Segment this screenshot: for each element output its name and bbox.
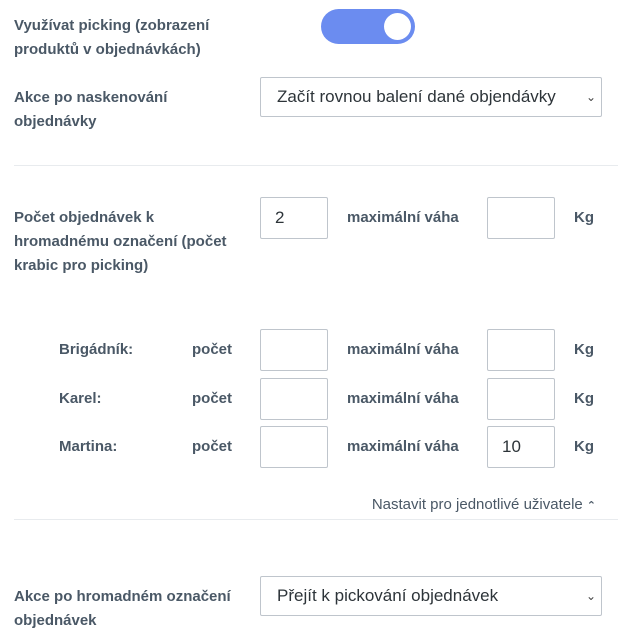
per-user-settings-text: Nastavit pro jednotlivé uživatele bbox=[371, 496, 583, 513]
user-count-label: počet bbox=[192, 390, 233, 407]
bulk-count-input[interactable]: 2 bbox=[260, 197, 328, 239]
user-count-label: počet bbox=[192, 341, 233, 358]
user-count-input[interactable] bbox=[260, 378, 328, 420]
user-max-weight-input[interactable] bbox=[487, 329, 555, 371]
user-max-weight-label: maximální váha bbox=[347, 390, 459, 407]
user-max-weight-label: maximální váha bbox=[347, 438, 459, 455]
picking-toggle[interactable] bbox=[321, 9, 415, 44]
chevron-down-icon: ⌄ bbox=[585, 589, 596, 603]
bulk-count-label: Počet objednávek k hromadnému označení (počet krabic pro picking) bbox=[14, 209, 227, 274]
user-count-input[interactable] bbox=[260, 426, 328, 468]
user-count-label: počet bbox=[192, 438, 233, 455]
after-scan-label: Akce po naskenování objednávky bbox=[14, 89, 168, 130]
after-scan-select[interactable] bbox=[260, 77, 602, 117]
divider bbox=[14, 519, 618, 520]
user-name: Karel: bbox=[59, 390, 102, 407]
user-count-input[interactable] bbox=[260, 329, 328, 371]
bulk-max-weight-input[interactable] bbox=[487, 197, 555, 239]
user-max-weight-input[interactable]: 10 bbox=[487, 426, 555, 468]
user-name: Brigádník: bbox=[59, 341, 134, 358]
bulk-unit-label: Kg bbox=[574, 209, 594, 226]
user-max-weight-input[interactable] bbox=[487, 378, 555, 420]
after-scan-value: Začít rovnou balení dané objendávky bbox=[277, 87, 556, 106]
after-bulk-value: Přejít k pickování objednávek bbox=[277, 586, 499, 605]
user-name: Martina: bbox=[59, 438, 118, 455]
chevron-up-icon: ⌃ bbox=[586, 500, 596, 512]
user-unit-label: Kg bbox=[574, 438, 594, 455]
user-max-weight-label: maximální váha bbox=[347, 341, 459, 358]
after-bulk-select[interactable] bbox=[260, 576, 602, 616]
bulk-max-weight-label: maximální váha bbox=[347, 209, 459, 226]
divider bbox=[14, 165, 618, 166]
user-unit-label: Kg bbox=[574, 341, 594, 358]
after-bulk-label: Akce po hromadném označení objednávek bbox=[14, 588, 231, 629]
picking-label: Využívat picking (zobrazení produktů v objednávkách) bbox=[14, 17, 210, 58]
toggle-knob bbox=[384, 13, 411, 40]
per-user-settings-link[interactable] bbox=[372, 495, 596, 516]
chevron-down-icon: ⌄ bbox=[585, 90, 596, 104]
user-unit-label: Kg bbox=[574, 390, 594, 407]
